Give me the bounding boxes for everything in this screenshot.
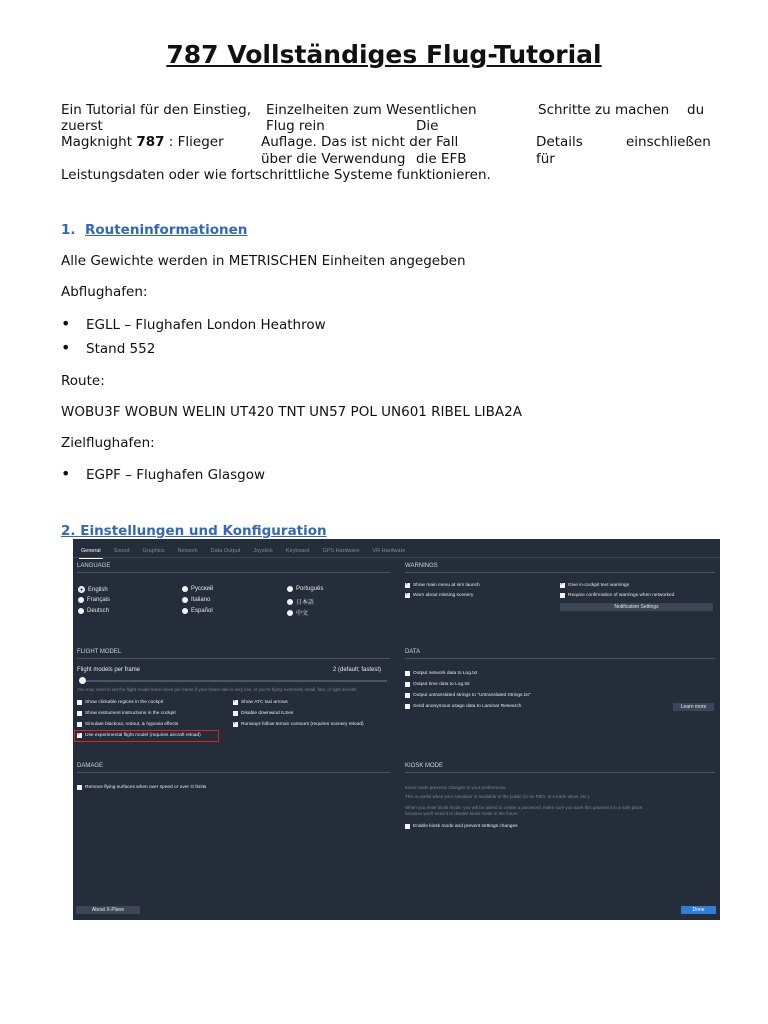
arrival-label: Zielflughafen: (61, 435, 155, 451)
language-option-english[interactable]: English (78, 586, 108, 593)
flight-models-slider-handle[interactable] (79, 677, 86, 684)
notification-settings-button[interactable]: Notification Settings (560, 603, 713, 611)
kiosk-section (405, 763, 715, 773)
tab-data-output[interactable]: Data Output (210, 548, 241, 554)
route-text: WOBU3F WOBUN WELIN UT420 TNT UN57 POL UN601 RIBEL LIBA2A (61, 404, 522, 420)
intro-text: für (536, 151, 555, 167)
section-heading: FLIGHT MODEL (77, 649, 122, 655)
confirm-warnings-checkbox[interactable]: Require confirmation of warnings when networked (560, 593, 674, 598)
tab-joystick[interactable]: Joystick (253, 548, 273, 554)
warn-missing-scenery-checkbox[interactable]: ✓ Warn about missing scenery (405, 593, 473, 598)
intro-text: Flug rein (266, 118, 325, 134)
intro-text: Schritte zu machen (538, 102, 670, 118)
tab-vr-hardware[interactable]: VR Hardware (372, 548, 406, 554)
checkbox-icon (233, 700, 238, 705)
intro-text: die EFB (416, 151, 467, 167)
done-button[interactable]: Done (681, 906, 716, 914)
slider-value: 2 (default; fastest) (333, 667, 382, 673)
runways-terrain-checkbox[interactable]: ✓ Runways follow terrain contours (requires scenery reload) (233, 722, 364, 727)
page-title: 787 Vollständiges Flug-Tutorial (166, 40, 602, 69)
tab-graphics[interactable]: Graphics (142, 548, 165, 554)
slider-label: Flight models per frame (77, 667, 141, 673)
divider (405, 658, 715, 659)
checkbox-icon (77, 700, 82, 705)
blackout-effects-checkbox[interactable]: Simulate blackout, redout, & hypoxia effects (77, 722, 178, 727)
learn-more-button[interactable]: Learn more (673, 703, 714, 711)
intro-paragraph (61, 102, 716, 188)
intro-text: Auflage. Das ist nicht der Fall (261, 134, 459, 150)
radio-icon (78, 597, 84, 603)
checkbox-icon (77, 785, 82, 790)
clickable-regions-checkbox[interactable]: Show clickable regions in the cockpit (77, 700, 163, 705)
atc-taxi-arrows-checkbox[interactable]: ✓ Show ATC taxi arrows (233, 700, 288, 705)
checkbox-icon (77, 711, 82, 716)
checkbox-icon (405, 704, 410, 709)
checkbox-icon (405, 583, 410, 588)
divider (77, 772, 390, 773)
tab-sound[interactable]: Sound (113, 548, 130, 554)
radio-icon (78, 586, 85, 593)
language-option-spanish[interactable]: Español (182, 608, 213, 614)
section-heading: DATA (405, 649, 421, 655)
section-heading: LANGUAGE (77, 563, 111, 569)
intro-text: Details (536, 134, 583, 150)
bullet-icon: • (61, 338, 71, 357)
intro-text: Ein Tutorial für den Einstieg, (61, 102, 252, 118)
weights-note: Alle Gewichte werden in METRISCHEN Einheiten angegeben (61, 253, 466, 269)
language-option-german[interactable]: Deutsch (78, 608, 109, 614)
experimental-flight-model-checkbox[interactable]: ✓ Use experimental flight model (requires aircraft reload) (77, 733, 201, 738)
radio-icon (287, 586, 293, 592)
language-option-russian[interactable]: Русский (182, 586, 213, 592)
language-option-french[interactable]: Français (78, 597, 110, 603)
bullet-icon: • (61, 314, 71, 333)
language-section (77, 563, 390, 573)
intro-text: Einzelheiten zum Wesentlichen (266, 102, 477, 118)
output-untranslated-checkbox[interactable]: Output untranslated strings to "Untranslated Strings.txt" (405, 693, 531, 698)
radio-icon (78, 608, 84, 614)
route-label: Route: (61, 373, 105, 389)
about-xplane-button[interactable]: About X-Plane (76, 906, 140, 914)
checkbox-icon (560, 593, 565, 598)
radio-icon (182, 586, 188, 592)
data-section (405, 649, 715, 659)
divider (405, 772, 715, 773)
instrument-instructions-checkbox[interactable]: Show instrument instructions in the cockpit (77, 711, 176, 716)
kiosk-description: because you'll need it to disable kiosk mode in the future. (405, 811, 519, 816)
language-option-portuguese[interactable]: Português (287, 586, 323, 592)
kiosk-description: This is useful when your simulator is available to the public (in an FBO, at a trade show, etc.). (405, 794, 591, 799)
radio-icon (287, 599, 293, 605)
show-main-menu-checkbox[interactable]: ✓ Show main menu at sim launch (405, 583, 480, 588)
checkbox-icon (405, 671, 410, 676)
intro-text: einschließen (626, 134, 711, 150)
flight-model-note: You may need to set the flight model more times per frame if your frame rate is very low, or you're flying extremely small, fast, or light aircraft. (77, 687, 358, 692)
intro-text: Leistungsdaten oder wie fortschrittliche Systeme funktionieren. (61, 167, 491, 183)
section-heading: KIOSK MODE (405, 763, 444, 769)
disable-downwind-ils-checkbox[interactable]: Disable downwind ILSes (233, 711, 293, 716)
intro-text: Magknight 787 : Flieger (61, 134, 224, 150)
divider (77, 572, 390, 573)
kiosk-description: When you enter kiosk mode, you will be asked to create a password. Make sure you save this password in a safe place, (405, 805, 644, 810)
language-option-japanese[interactable]: 日本語 (287, 597, 314, 606)
send-usage-data-checkbox[interactable]: Send anonymous usage data to Laminar Research (405, 704, 521, 709)
remove-flying-surfaces-checkbox[interactable]: Remove flying surfaces when over speed or over G limits (77, 785, 206, 790)
intro-text: über die Verwendung (261, 151, 406, 167)
flight-models-slider-track[interactable] (79, 680, 387, 682)
bullet-icon: • (61, 464, 71, 483)
section-heading: DAMAGE (77, 763, 104, 769)
checkbox-icon (560, 583, 565, 588)
checkbox-icon (405, 682, 410, 687)
output-time-data-checkbox[interactable]: Output time data to Log.txt (405, 682, 470, 687)
enable-kiosk-checkbox[interactable]: Enable kiosk mode and prevent settings changes (405, 824, 518, 829)
checkbox-icon (233, 722, 238, 727)
checkbox-icon (405, 824, 410, 829)
section-2-heading: 2. Einstellungen und Konfiguration (61, 523, 327, 539)
highlight-box (74, 730, 219, 742)
tab-network[interactable]: Network (177, 548, 198, 554)
divider (405, 572, 715, 573)
language-option-italian[interactable]: Italiano (182, 597, 210, 603)
kiosk-description: Kiosk mode prevents changes to your preferences. (405, 785, 507, 790)
warnings-section (405, 563, 715, 573)
cockpit-warnings-checkbox[interactable]: ✓ Give in-cockpit text warnings (560, 583, 629, 588)
divider (73, 557, 720, 558)
tab-keyboard[interactable]: Keyboard (285, 548, 310, 554)
output-network-data-checkbox[interactable]: Output network data to Log.txt (405, 671, 477, 676)
radio-icon (182, 597, 188, 603)
settings-screenshot (73, 539, 720, 920)
section-1-heading: 1. Routeninformationen (61, 222, 248, 238)
intro-text: du (687, 102, 705, 118)
language-option-chinese[interactable]: 中文 (287, 608, 308, 617)
checkbox-icon (405, 593, 410, 598)
tab-gps-hardware[interactable]: GPS Hardware (322, 548, 360, 554)
radio-icon (182, 608, 188, 614)
divider (77, 658, 390, 659)
section-heading: WARNINGS (405, 563, 438, 569)
checkbox-icon (77, 722, 82, 727)
intro-text: zuerst (61, 118, 103, 134)
radio-icon (287, 610, 293, 616)
checkbox-icon (405, 693, 410, 698)
damage-section (77, 763, 390, 773)
tab-general[interactable]: General (79, 545, 103, 559)
intro-text: Die (416, 118, 439, 134)
departure-label: Abflughafen: (61, 284, 148, 300)
checkbox-icon (233, 711, 238, 716)
flight-model-section (77, 649, 390, 659)
